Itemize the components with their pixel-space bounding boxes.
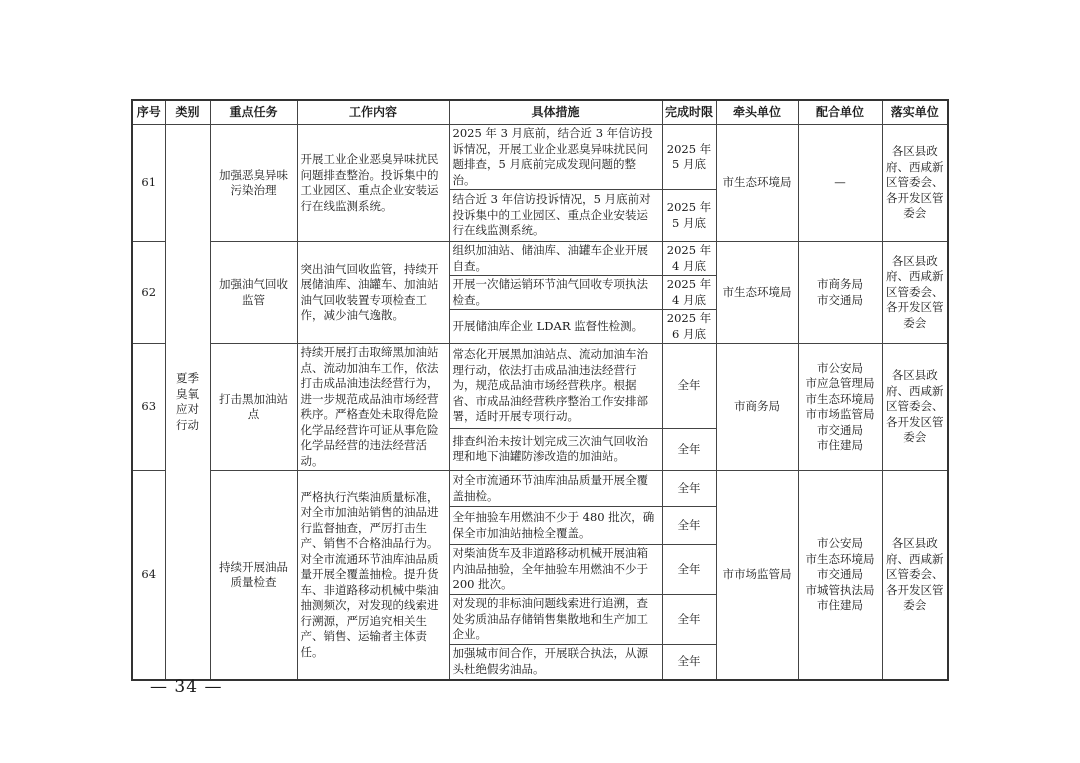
measure-deadline: 全年 xyxy=(662,428,716,470)
measure-text: 开展储油库企业 LDAR 监督性检测。 xyxy=(449,310,662,344)
measure-deadline: 2025 年 4 月底 xyxy=(662,276,716,310)
measure-deadline: 2025 年 6 月底 xyxy=(662,310,716,344)
row-content: 开展工业企业恶臭异味扰民问题排查整治。投诉集中的工业园区、重点企业安装运行在线监测系统。 xyxy=(297,125,449,242)
header-task: 重点任务 xyxy=(210,100,297,125)
row-impl: 各区县政府、西咸新区管委会、各开发区管委会 xyxy=(882,125,948,242)
page-number: — 34 — xyxy=(150,677,223,697)
header-deadline: 完成时限 xyxy=(662,100,716,125)
header-coop: 配合单位 xyxy=(798,100,882,125)
measure-text: 开展一次储运销环节油气回收专项执法检查。 xyxy=(449,276,662,310)
table-row xyxy=(132,242,948,276)
row-lead: 市生态环境局 xyxy=(716,125,798,242)
measure-deadline: 全年 xyxy=(662,344,716,429)
row-content: 突出油气回收监管，持续开展储油库、油罐车、加油站油气回收装置专项检查工作，减少油气逸散。 xyxy=(297,242,449,344)
measure-deadline: 全年 xyxy=(662,471,716,507)
measure-deadline: 全年 xyxy=(662,644,716,680)
table-row xyxy=(132,471,948,507)
row-task: 加强油气回收监管 xyxy=(210,242,297,344)
row-content: 持续开展打击取缔黑加油站点、流动加油车工作，依法打击成品油违法经营行为，进一步规范成品油市场经营秩序。严格查处未取得危险化学品经营许可证从事危险化学品经营的违法经营活动。 xyxy=(297,344,449,471)
header-lead: 牵头单位 xyxy=(716,100,798,125)
measure-deadline: 2025 年 4 月底 xyxy=(662,242,716,276)
row-no: 63 xyxy=(132,344,165,471)
row-no: 64 xyxy=(132,471,165,681)
measure-text: 加强城市间合作，开展联合执法，从源头杜绝假劣油品。 xyxy=(449,644,662,680)
row-coop: 市公安局 市生态环境局 市交通局 市城管执法局 市住建局 xyxy=(798,471,882,681)
header-no: 序号 xyxy=(132,100,165,125)
measure-text: 结合近 3 年信访投诉情况，5 月底前对投诉集中的工业园区、重点企业安装运行在线监测系统。 xyxy=(449,190,662,242)
row-lead: 市商务局 xyxy=(716,344,798,471)
measure-text: 组织加油站、储油库、油罐车企业开展自查。 xyxy=(449,242,662,276)
task-table xyxy=(131,99,949,681)
row-coop: — xyxy=(798,125,882,242)
category-text: 夏季臭氧应对行动 xyxy=(176,371,199,432)
measure-deadline: 全年 xyxy=(662,507,716,545)
row-task: 打击黑加油站点 xyxy=(210,344,297,471)
measure-text: 对发现的非标油问题线索进行追溯，查处劣质油品存储销售集散地和生产加工企业。 xyxy=(449,595,662,645)
measure-text: 对柴油货车及非道路移动机械开展油箱内油品抽验，全年抽验车用燃油不少于 200 批次。 xyxy=(449,545,662,595)
row-coop: 市公安局 市应急管理局 市生态环境局 市市场监管局 市交通局 市住建局 xyxy=(798,344,882,471)
measure-deadline: 2025 年 5 月底 xyxy=(662,190,716,242)
row-impl: 各区县政府、西咸新区管委会、各开发区管委会 xyxy=(882,344,948,471)
row-lead: 市市场监管局 xyxy=(716,471,798,681)
header-impl: 落实单位 xyxy=(882,100,948,125)
row-coop: 市商务局 市交通局 xyxy=(798,242,882,344)
table-row xyxy=(132,125,948,190)
measure-deadline: 2025 年 5 月底 xyxy=(662,125,716,190)
header-content: 工作内容 xyxy=(297,100,449,125)
row-lead: 市生态环境局 xyxy=(716,242,798,344)
table-row xyxy=(132,344,948,429)
measure-text: 常态化开展黑加油站点、流动加油车治理行动，依法打击成品油违法经营行为，规范成品油市场经营秩序。根据省、市成品油经营秩序整治工作安排部署，适时开展专项行动。 xyxy=(449,344,662,429)
row-task: 持续开展油品质量检查 xyxy=(210,471,297,681)
row-impl: 各区县政府、西咸新区管委会、各开发区管委会 xyxy=(882,242,948,344)
header-row xyxy=(132,100,948,125)
measure-text: 排查纠治未按计划完成三次油气回收治理和地下油罐防渗改造的加油站。 xyxy=(449,428,662,470)
measure-text: 2025 年 3 月底前，结合近 3 年信访投诉情况，开展工业企业恶臭异味扰民问题排查，5 月底前完成发现问题的整治。 xyxy=(449,125,662,190)
category-cell xyxy=(165,125,210,681)
row-impl: 各区县政府、西咸新区管委会、各开发区管委会 xyxy=(882,471,948,681)
row-no: 61 xyxy=(132,125,165,242)
measure-text: 对全市流通环节油库油品质量开展全覆盖抽检。 xyxy=(449,471,662,507)
row-no: 62 xyxy=(132,242,165,344)
measure-deadline: 全年 xyxy=(662,545,716,595)
measure-deadline: 全年 xyxy=(662,595,716,645)
header-category: 类别 xyxy=(165,100,210,125)
row-content: 严格执行汽柴油质量标准，对全市加油站销售的油品进行监督抽查，严厉打击生产、销售不合格油品行为。对全市流通环节油库油品质量开展全覆盖抽检。提升货车、非道路移动机械中柴油抽测频次，对发现的线索进行溯源，严厉追究相关生产、销售、运输者主体责任。 xyxy=(297,471,449,681)
row-task: 加强恶臭异味污染治理 xyxy=(210,125,297,242)
measure-text: 全年抽验车用燃油不少于 480 批次，确保全市加油站抽检全覆盖。 xyxy=(449,507,662,545)
header-measures: 具体措施 xyxy=(449,100,662,125)
